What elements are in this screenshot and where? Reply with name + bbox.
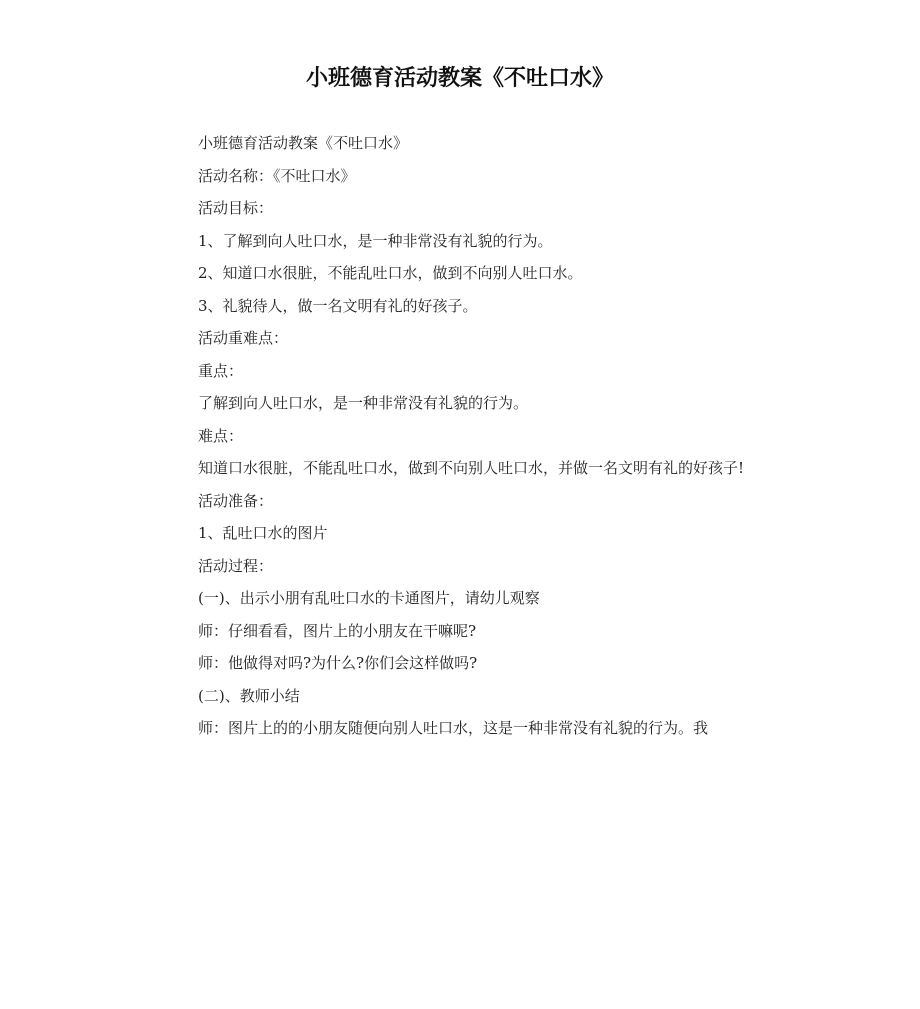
- paragraph-process-step-1: (一)、出示小朋有乱吐口水的卡通图片，请幼儿观察: [198, 589, 540, 607]
- paragraph-key-difficult-heading: 活动重难点：: [198, 329, 289, 347]
- paragraph-teacher-question-1: 师：仔细看看，图片上的小朋友在干嘛呢?: [198, 621, 477, 640]
- paragraph-process-step-2: (二)、教师小结: [198, 686, 300, 705]
- paragraph-goal-2: 2、知道口水很脏，不能乱吐口水，做到不向别人吐口水。: [198, 264, 583, 282]
- paragraph-teacher-summary: 师：图片上的的小朋友随便向别人吐口水，这是一种非常没有礼貌的行为。我: [198, 719, 709, 737]
- paragraph-key-point-label: 重点：: [198, 361, 244, 380]
- paragraph-difficult-label: 难点：: [198, 426, 244, 445]
- paragraph-teacher-question-2: 师：他做得对吗?为什么?你们会这样做吗?: [198, 654, 478, 672]
- paragraph-preparation-1: 1、乱吐口水的图片: [198, 524, 328, 542]
- document-title: 小班德育活动教案《不吐口水》: [305, 66, 614, 91]
- paragraph-difficult-point: 知道口水很脏，不能乱吐口水，做到不向别人吐口水，并做一名文明有礼的好孩子!: [198, 459, 745, 477]
- paragraph-process-heading: 活动过程：: [198, 556, 274, 575]
- paragraph-goals-heading: 活动目标：: [198, 199, 274, 217]
- document-body: [165, 127, 759, 745]
- paragraph-goal-1: 1、了解到向人吐口水，是一种非常没有礼貌的行为。: [198, 231, 553, 250]
- paragraph-activity-name: 活动名称：《不吐口水》: [198, 166, 356, 185]
- paragraph-key-point: 了解到向人吐口水，是一种非常没有礼貌的行为。: [198, 394, 529, 412]
- paragraph-heading-repeat: 小班德育活动教案《不吐口水》: [198, 134, 409, 152]
- paragraph-goal-3: 3、礼貌待人，做一名文明有礼的好孩子。: [198, 296, 478, 315]
- paragraph-preparation-heading: 活动准备：: [198, 491, 274, 510]
